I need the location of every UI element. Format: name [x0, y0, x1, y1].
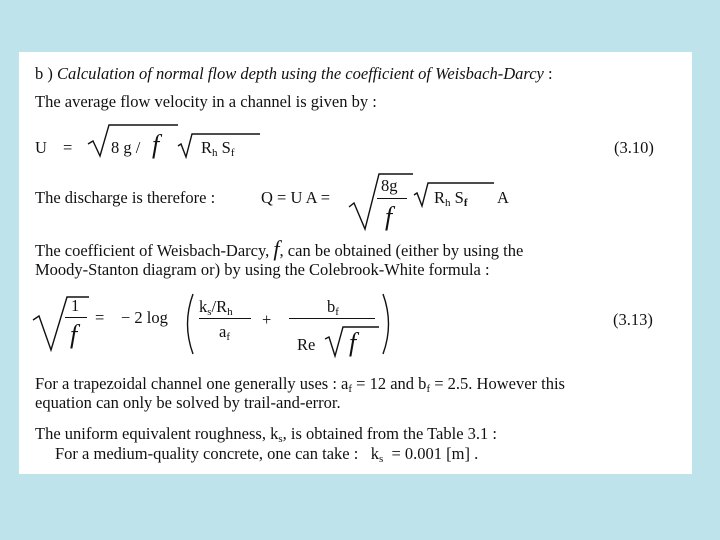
- discharge-A: A: [497, 188, 509, 207]
- section-label: b ): [35, 64, 53, 83]
- section-title: Calculation of normal flow depth using the coefficient of Weisbach-Darcy: [57, 64, 544, 83]
- section-heading: [35, 64, 553, 83]
- paragraph-2-line-2: Moody-Stanton diagram or) by using the Colebrook-White formula :: [35, 260, 490, 279]
- paragraph-2-line-1: The coefficient of Weisbach-Darcy, f, can be obtained (either by using the: [35, 236, 524, 261]
- eq-rh-sf: $R_h$ $S_f$: [201, 138, 235, 159]
- paragraph-3-line-2: equation can only be solved by trail-and-error.: [35, 393, 341, 412]
- discharge-expr: Q = U A =: [261, 188, 331, 207]
- fraction-bar: [199, 318, 251, 319]
- fraction-f: f: [385, 202, 393, 231]
- fraction-numerator: 1: [71, 296, 80, 315]
- document-page: [19, 52, 692, 474]
- discharge-text: The discharge is therefore :: [35, 188, 216, 207]
- paragraph-4-line-2: For a medium-quality concrete, one can take : $k_s = 0.001$ [m] .: [55, 444, 479, 465]
- fraction-bar: [377, 198, 407, 199]
- sqrt-sign: [33, 296, 89, 354]
- eq-equals: =: [95, 308, 105, 327]
- fraction-f: f: [349, 328, 357, 357]
- paragraph-3-line-1: For a trapezoidal channel one generally uses : $a_f = 12$ and $b_f = 2.5$. However this: [35, 374, 565, 395]
- discharge-rh-sf: $R_h$ $S_f$: [434, 188, 468, 209]
- fraction-numerator: 8g: [381, 176, 398, 195]
- right-paren: [379, 292, 395, 356]
- eq-f-symbol: f: [152, 130, 160, 159]
- eq-minus-log: − 2 log: [121, 308, 168, 327]
- eq-plus: +: [262, 310, 272, 329]
- eq-number: (3.10): [614, 138, 654, 157]
- left-paren: [181, 292, 197, 356]
- fraction-re: Re: [297, 335, 316, 354]
- eq-equals: =: [63, 138, 73, 157]
- fraction-f: f: [70, 320, 78, 349]
- paragraph-4-line-1: The uniform equivalent roughness, $k_s$, is obtained from the Table 3.1 :: [35, 424, 497, 445]
- fraction-bar: [65, 317, 87, 318]
- intro-text: The average flow velocity in a channel is given by :: [35, 92, 377, 111]
- fraction-ks-rh: $k_s/R_h$: [199, 297, 233, 318]
- section-colon: :: [547, 64, 553, 83]
- eq-number: (3.13): [613, 310, 653, 329]
- fraction-bf: $b_f$: [327, 297, 339, 318]
- fraction-bar: [289, 318, 375, 319]
- eq-radicand-8g: 8 g /: [111, 138, 141, 157]
- fraction-af: $a_f$: [219, 322, 230, 343]
- eq-lhs: U: [35, 138, 47, 157]
